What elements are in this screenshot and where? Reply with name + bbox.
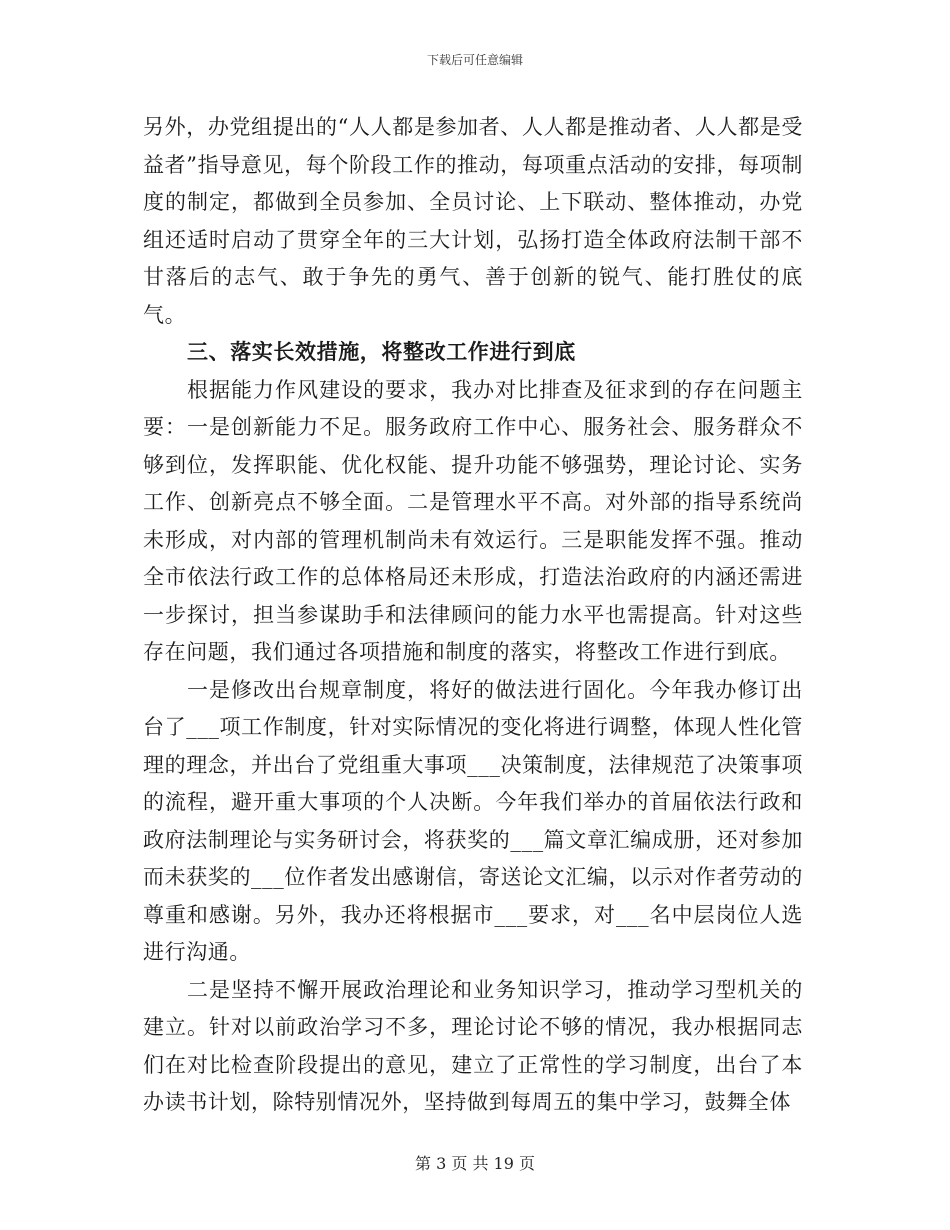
section-heading: 三、落实长效措施，将整改工作进行到底 (187, 340, 576, 364)
paragraph-4: 二是坚持不懈开展政治理论和业务知识学习，推动学习型机关的建立。针对以前政治学习不多，理论讨论不够的情况，我办根据同志们在对比检查阶段提出的意见，建立了正常性的学习制度，出台了本办读书计划，除特别情况外，坚持做到每周五的集中学习，鼓舞全体 (143, 977, 803, 1114)
paragraph-3: 一是修改出台规章制度，将好的做法进行固化。今年我办修订出台了___项工作制度，针对实际情况的变化将进行调整，体现人性化管理的理念，并出台了党组重大事项___决策制度，法律规范了决策事项的流程，避开重大事项的个人决断。今年我们举办的首届依法行政和政府法制理论与实务研讨会，将获奖的___篇文章汇编成册，还对参加而未获奖的___位作者发出感谢信，寄送论文汇编，以示对作者劳动的尊重和感谢。另外，我办还将根据市___要求，对___名中层岗位人选进行沟通。 (143, 677, 803, 964)
page-number: 第 3 页 共 19 页 (415, 1154, 535, 1173)
paragraph-2: 根据能力作风建设的要求，我办对比排查及征求到的存在问题主要：一是创新能力不足。服务政府工作中心、服务社会、服务群众不够到位，发挥职能、优化权能、提升功能不够强势，理论讨论、实务工作、创新亮点不够全面。二是管理水平不高。对外部的指导系统尚未形成，对内部的管理机制尚未有效运行。三是职能发挥不强。推动全市依法行政工作的总体格局还未形成，打造法治政府的内涵还需进一步探讨，担当参谋助手和法律顾问的能力水平也需提高。针对这些存在问题，我们通过各项措施和制度的落实，将整改工作进行到底。 (143, 377, 803, 664)
document-body (143, 109, 803, 1122)
paragraph-1: 另外，办党组提出的“人人都是参加者、人人都是推动者、人人都是受益者”指导意见，每个阶段工作的推动，每项重点活动的安排，每项制度的制定，都做到全员参加、全员讨论、上下联动、整体推动，办党组还适时启动了贯穿全年的三大计划，弘扬打造全体政府法制干部不甘落后的志气、敢于争先的勇气、善于创新的锐气、能打胜仗的底气。 (143, 115, 803, 327)
download-note: 下载后可任意编辑 (426, 53, 523, 67)
